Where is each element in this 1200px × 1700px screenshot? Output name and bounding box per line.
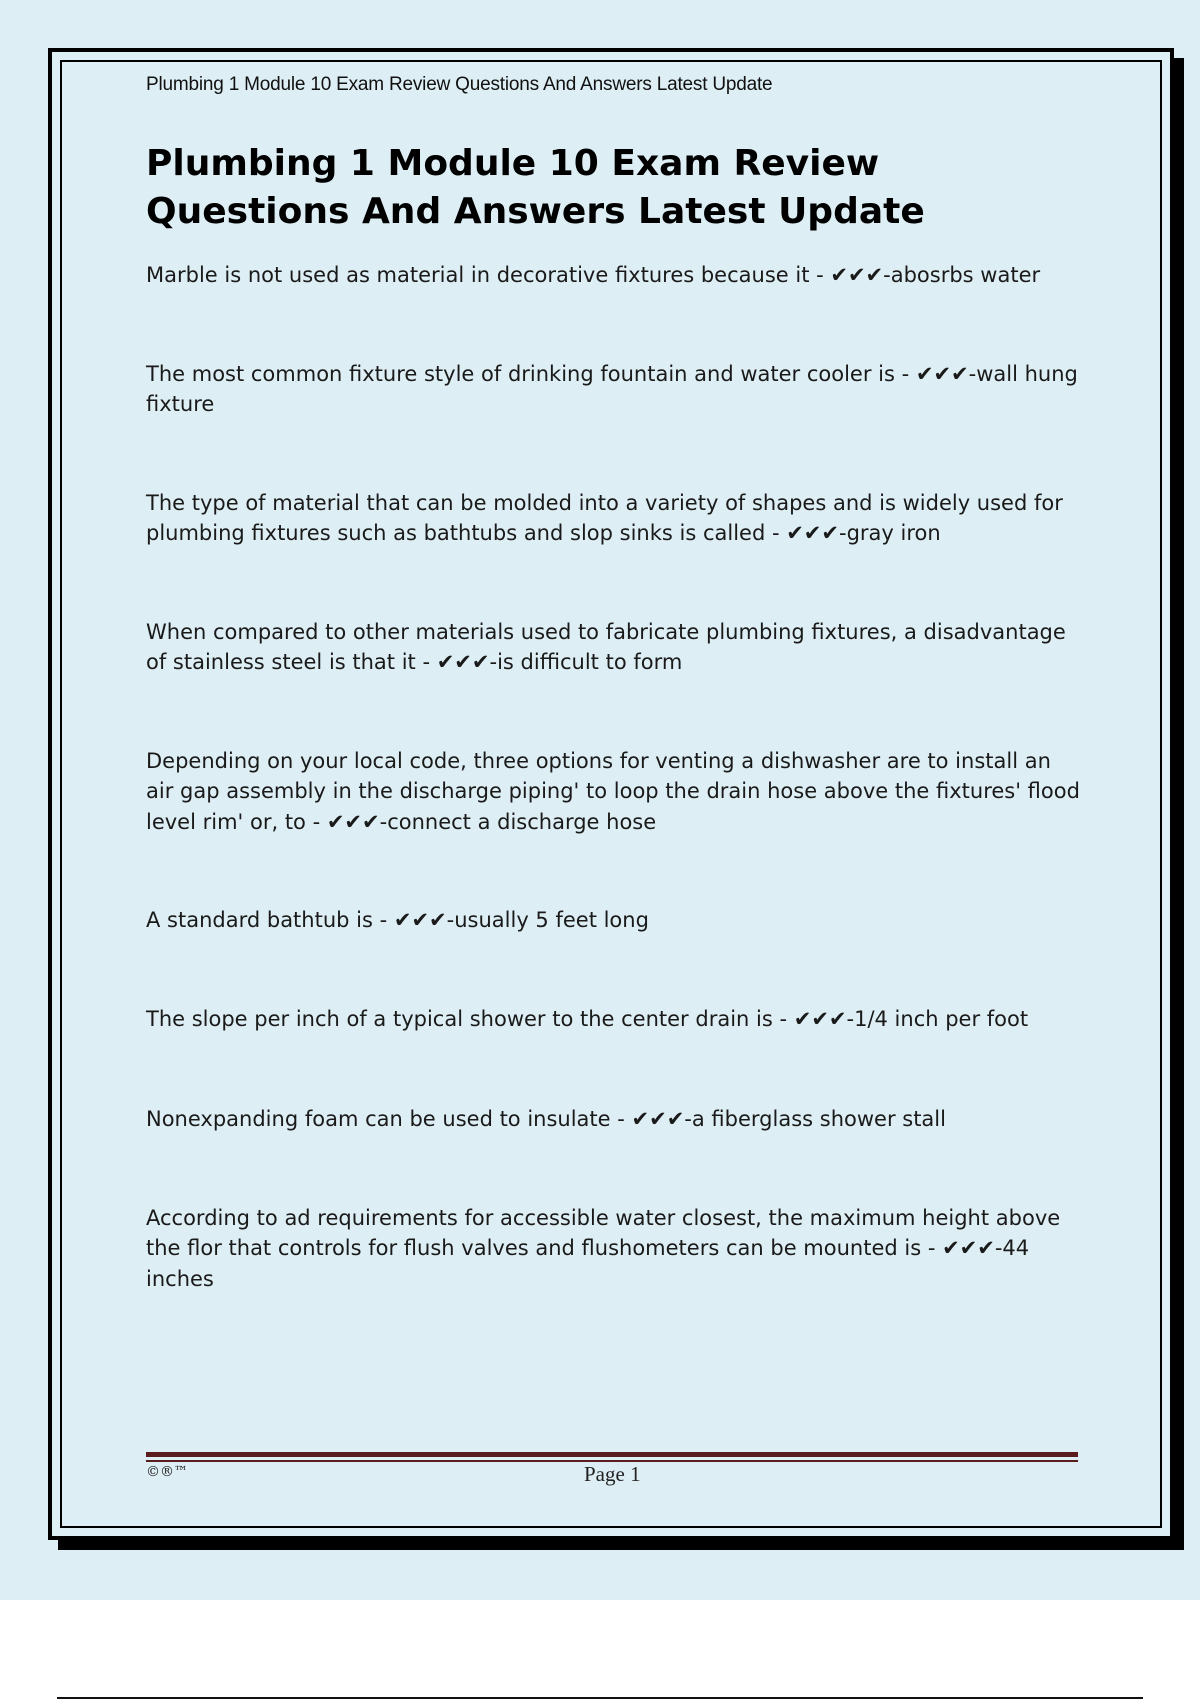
document-title-line-1: Plumbing 1 Module 10 Exam Review (146, 143, 880, 184)
footer-symbols: ©®™ (146, 1464, 188, 1480)
qa-item: The most common fixture style of drinking fountain and water cooler is - ✔✔✔-wall hung fixture (146, 361, 1078, 416)
page-number: Page 1 (584, 1462, 641, 1486)
qa-item: Nonexpanding foam can be used to insulate - ✔✔✔-a fiberglass shower stall (146, 1107, 946, 1131)
question-answer-list (146, 260, 1081, 1294)
qa-item: Depending on your local code, three options for venting a dishwasher are to install an air gap assembly in the discharge piping' to loop the drain hose above the fixtures' flood level rim' or, to - ✔✔✔-connect a discharge hose (146, 748, 1080, 834)
running-header: Plumbing 1 Module 10 Exam Review Questions And Answers Latest Update (146, 74, 773, 95)
qa-item: According to ad requirements for accessible water closest, the maximum height above the flor that controls for flush valves and flushometers can be mounted is - ✔✔✔-44 inches (146, 1205, 1061, 1291)
qa-item: A standard bathtub is - ✔✔✔-usually 5 feet long (146, 908, 649, 932)
document-title-line-2: Questions And Answers Latest Update (146, 191, 925, 232)
qa-item: Marble is not used as material in decorative fixtures because it - ✔✔✔-abosrbs water (146, 263, 1041, 287)
footer-rule (146, 1452, 1078, 1457)
page-bottom-rule (57, 1697, 1143, 1699)
document-title (146, 140, 1076, 236)
qa-item: When compared to other materials used to fabricate plumbing fixtures, a disadvantage of stainless steel is that it - ✔✔✔-is difficult to form (146, 619, 1066, 674)
qa-item: The type of material that can be molded into a variety of shapes and is widely used for plumbing fixtures such as bathtubs and slop sinks is called - ✔✔✔-gray iron (146, 490, 1063, 545)
qa-item: The slope per inch of a typical shower to the center drain is - ✔✔✔-1/4 inch per foot (146, 1006, 1029, 1031)
